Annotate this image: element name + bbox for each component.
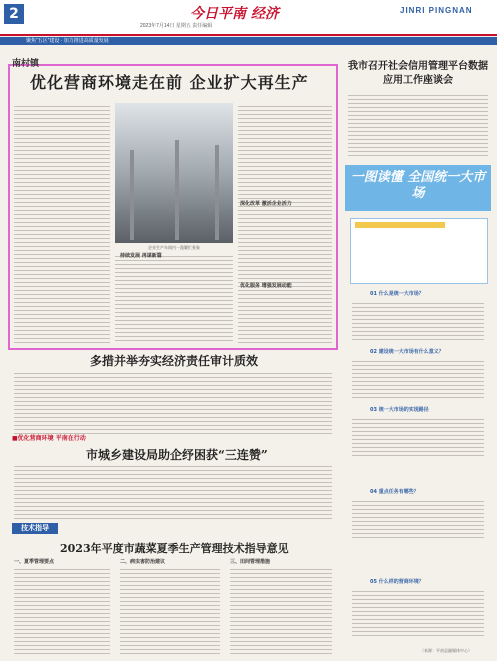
dateline: 2023年7月14日 星期五 责任编辑 <box>140 23 213 29</box>
body-text-column <box>230 566 332 654</box>
section-tag: ■优化营商环境 平南在行动 <box>12 435 86 442</box>
column-head: 三、田间管理措施 <box>230 559 271 565</box>
sidebar-headline: 我市召开社会信用管理平台数据应用工作座谈会 <box>348 61 488 86</box>
body-text-column <box>14 566 110 654</box>
question-label: 03 统一大市场的实现路径 <box>370 407 429 413</box>
story-headline: 多措并举夯实经济责任审计质效 <box>90 354 259 368</box>
main-headline: 优化营商环境走在前 企业扩大再生产 <box>30 73 309 92</box>
banner-title: 一图读懂 全国统一大市场 <box>350 170 486 201</box>
photo-caption: 企业生产车间内一派繁忙景象 <box>148 245 200 250</box>
column-head: 二、病虫害防治建议 <box>120 559 166 565</box>
body-text-column <box>120 566 220 654</box>
body-text-block <box>348 92 488 158</box>
subhead: 持续发展 再谋新篇 <box>120 253 162 259</box>
question-label: 04 重点任务有哪些？ <box>370 489 419 495</box>
question-label: 01 什么是统一大市场？ <box>370 291 424 297</box>
answer-text <box>352 358 484 398</box>
column-head: 一、夏季管理要点 <box>14 559 55 565</box>
section-tag: 技术指导 <box>12 523 58 534</box>
answer-text <box>352 498 484 538</box>
answer-text <box>352 300 484 340</box>
story-headline: 2023年平度市蔬菜夏季生产管理技术指导意见 <box>60 542 289 555</box>
masthead-pinyin: JINRI PINGNAN <box>400 6 473 15</box>
body-text-block <box>14 370 332 434</box>
page-number: 2 <box>4 4 24 24</box>
body-text-column <box>238 103 332 343</box>
highlight-tag <box>355 222 445 228</box>
story-kicker: 南村镇 <box>12 59 40 69</box>
divider <box>0 34 497 36</box>
photo-detail <box>175 140 179 240</box>
body-text-column <box>115 253 233 343</box>
body-text-block <box>14 463 332 521</box>
answer-text <box>352 588 484 638</box>
question-label: 02 建设统一大市场有什么意义？ <box>370 349 444 355</box>
answer-text <box>352 416 484 456</box>
body-text-column <box>14 103 110 343</box>
photo-detail <box>215 145 219 240</box>
source-credit: （来源：平南县融媒体中心） <box>420 648 472 653</box>
brand-logo: 今日平南 经济 <box>190 6 279 22</box>
story-headline: 市城乡建设局助企纾困获“三连赞” <box>86 448 268 462</box>
subhead: 深化改革 激活企业活力 <box>240 201 292 207</box>
subhead: 优化服务 增强发展动能 <box>240 283 292 289</box>
photo-detail <box>130 150 134 240</box>
question-label: 05 什么样的营商环境？ <box>370 579 424 585</box>
topic-banner-text: 聚焦“五区”建设 · 加力推进高质量发展 <box>26 38 109 44</box>
